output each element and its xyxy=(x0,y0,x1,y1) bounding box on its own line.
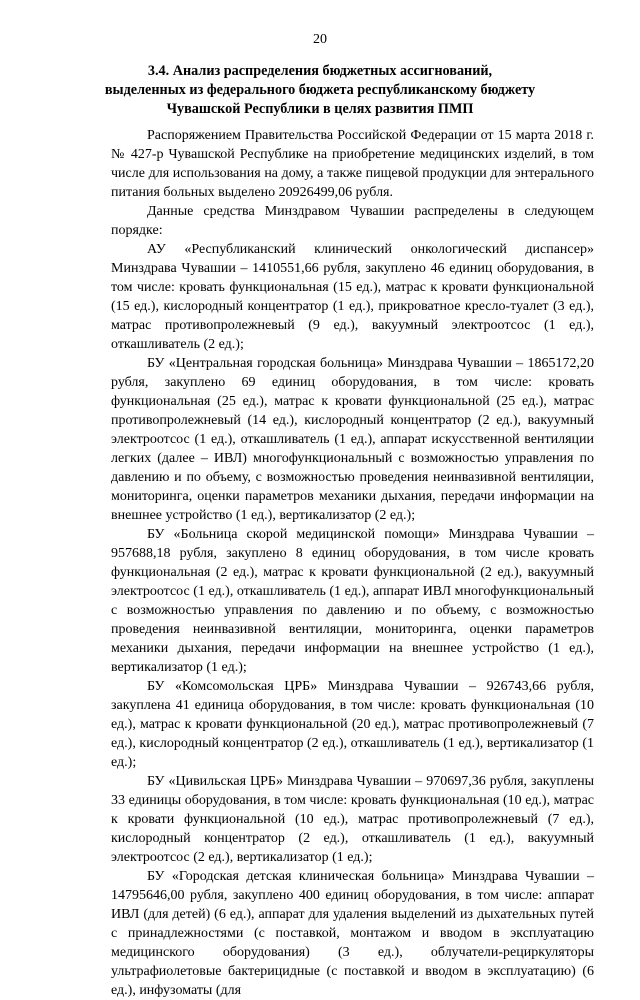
paragraph-oncology-dispensary: АУ «Республиканский клинический онкологический диспансер» Минздрава Чувашии – 1410551,66 рубля, закуплено 46 единиц оборудования, в том числе: кровать функциональная (15 ед.), матрас к кровати функциональной (15 ед.), кислородный концентратор (1 ед.), прикроватное кресло-туалет (3 ед.), матрас противопролежневый (9 ед.), вакуумный электроотсос (1 ед.), откашливатель (2 ед.); xyxy=(111,242,594,352)
paragraph-tsivilskaya-crb: БУ «Цивильская ЦРБ» Минздрава Чувашии – 970697,36 рубля, закуплены 33 единицы оборудования, в том числе: кровать функциональная (10 ед.), матрас к кровати функциональной (10 ед.), матрас противопролежневый (7 ед.), кислородный концентратор (2 ед.), откашливатель (1 ед.), вакуумный электроотсос (2 ед.), вертикализатор (1 ед.); xyxy=(111,774,594,865)
paragraph-emergency-hospital: БУ «Больница скорой медицинской помощи» Минздрава Чувашии – 957688,18 рубля, закуплено 8 единиц оборудования, в том числе кровать функциональная (2 ед.), матрас к кровати функциональной (2 ед.), вакуумный электроотсос (1 ед.), откашливатель (1 ед.), аппарат ИВЛ многофункциональный с возможностью управления по давлению и по объему, с возможностью проведения неинвазивной вентиляции, мониторинга, оценки параметров механики дыхания, передачи информации на внешнее устройство (1 ед.), вертикализатор (1 ед.); xyxy=(111,527,594,675)
paragraph-komsomolskaya-crb: БУ «Комсомольская ЦРБ» Минздрава Чувашии – 926743,66 рубля, закуплена 41 единица оборудования, в том числе: кровать функциональная (10 ед.), матрас к кровати функциональной (20 ед.), матрас противопролежневый (7 ед.), кислородный концентратор (2 ед.), откашливатель (1 ед.), вертикализатор (1 ед.); xyxy=(111,679,594,770)
page-number: 20 xyxy=(313,32,327,47)
heading-line: 3.4. Анализ распределения бюджетных ассигнований, xyxy=(147,63,493,79)
section-heading xyxy=(60,62,580,119)
heading-line: Чувашской Республики в целях развития ПМП xyxy=(166,101,474,117)
heading-line: выделенных из федерального бюджета республиканскому бюджету xyxy=(104,82,536,98)
paragraph-distribution-intro: Данные средства Минздравом Чувашии распределены в следующем порядке: xyxy=(111,204,594,238)
paragraph-decree: Распоряжением Правительства Российской Федерации от 15 марта 2018 г. № 427-р Чувашской Республике на приобретение медицинских изделий, в том числе для использования на дому, а также пищевой продукции для энтерального питания больных выделено 20926499,06 рубля. xyxy=(111,128,594,200)
paragraph-childrens-hospital: БУ «Городская детская клиническая больница» Минздрава Чувашии – 14795646,00 рубля, закуплено 400 единиц оборудования, в том числе: аппарат ИВЛ (для детей) (6 ед.), аппарат для удаления выделений из дыхательных путей с принадлежностями (с поставкой, монтажом и вводом в эксплуатацию медицинского оборудования) (3 ед.), облучатели-рециркуляторы ультрафиолетовые бактерицидные (с поставкой и вводом в эксплуатацию) (6 ед.), инфузоматы (для xyxy=(111,869,594,998)
body-text xyxy=(111,126,594,1000)
paragraph-central-city-hospital: БУ «Центральная городская больница» Минздрава Чувашии – 1865172,20 рубля, закуплено 69 единиц оборудования, в том числе: кровать функциональная (25 ед.), матрас к кровати функциональной (25 ед.), матрас противопролежневый (14 ед.), кислородный концентратор (2 ед.), вакуумный электроотсос (1 ед.), откашливатель (1 ед.), аппарат искусственной вентиляции легких (далее – ИВЛ) многофункциональный с возможностью управления по давлению и по объему, с возможностью проведения неинвазивной вентиляции, мониторинга, оценки параметров механики дыхания, передачи информации на внешнее устройство (1 ед.), вертикализатор (2 ед.); xyxy=(111,356,594,523)
